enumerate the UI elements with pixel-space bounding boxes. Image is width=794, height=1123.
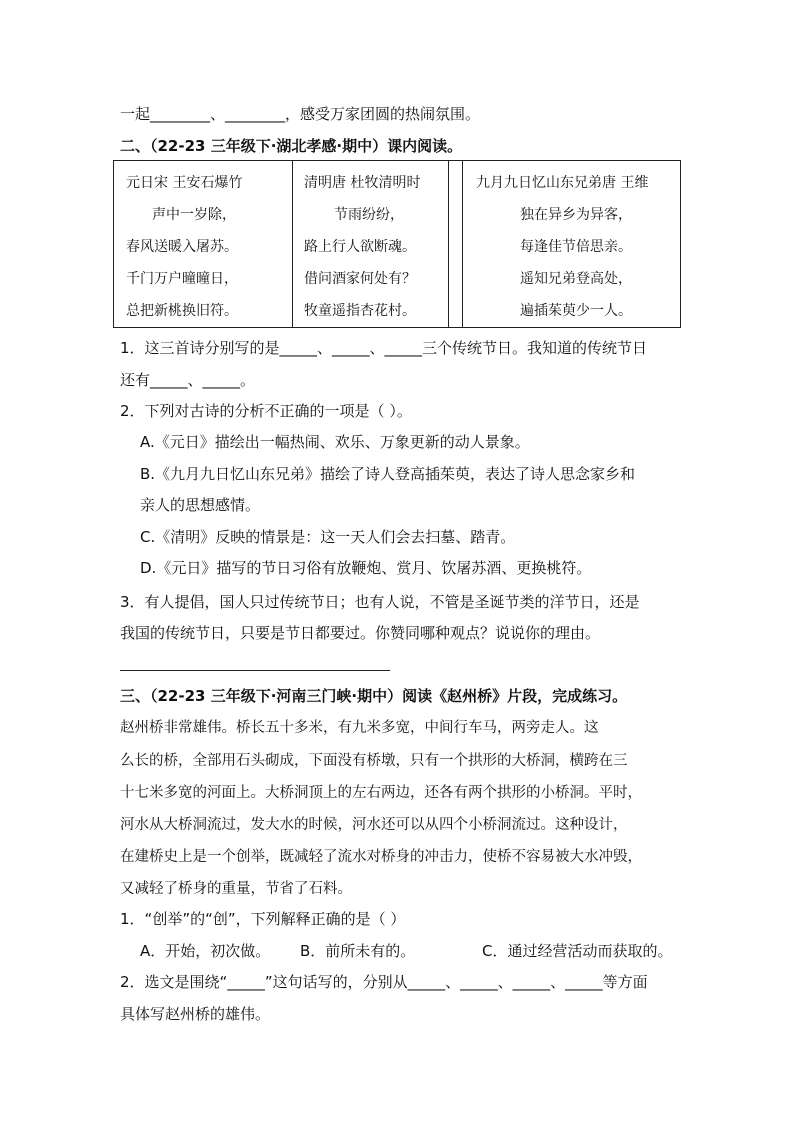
poem-yuanri [126, 173, 282, 333]
poem-line: 遥知兄弟登高处， [520, 271, 632, 287]
column-divider [448, 161, 449, 327]
question-1-line2: 还有_____、_____。 [120, 371, 256, 389]
option-c: C.《清明》反映的情景是：这一天人们会去扫墓、踏青。 [140, 528, 516, 546]
s3-option-b: B．前所未有的。 [300, 942, 416, 960]
column-divider [292, 161, 293, 327]
poem-title: 九月九日忆山东兄弟唐 王维 [476, 175, 649, 191]
question-2: 2．下列对古诗的分析不正确的一项是（ ）。 [120, 402, 412, 420]
answer-line [120, 670, 390, 671]
option-b-continued: 亲人的思想感情。 [140, 496, 261, 514]
poem-title: 清明唐 杜牧清明时 [304, 175, 421, 191]
option-b: B.《九月九日忆山东兄弟》描绘了诗人登高插茱萸，表达了诗人思念家乡和 [140, 465, 636, 483]
s3-option-c: C．通过经营活动而获取的。 [482, 942, 673, 960]
poem-line: 牧童遥指杏花村。 [304, 303, 416, 319]
passage-line: 河水从大桥洞流过，发大水的时候，河水还可以从四个小桥洞流过。这种设计， [120, 817, 628, 833]
section3-heading: 三、（22-23 三年级下·河南三门峡·期中）阅读《赵州桥》片段，完成练习。 [120, 687, 628, 705]
question-1-line1: 1．这三首诗分别写的是_____、_____、_____三个传统节日。我知道的传统节日 [120, 339, 648, 357]
option-d: D.《元日》描写的节日习俗有放鞭炮、赏月、饮屠苏酒、更换桃符。 [140, 559, 592, 577]
passage-line: 十七米多宽的河面上。大桥洞顶上的左右两边，还各有两个拱形的小桥洞。平时， [120, 785, 642, 801]
poem-qingming [304, 173, 444, 333]
poem-line: 春风送暖入屠苏。 [126, 239, 238, 255]
s3-question-2-line2: 具体写赵州桥的雄伟。 [120, 1005, 271, 1023]
poem-jiuyue [476, 173, 676, 333]
passage-line: 赵州桥非常雄伟。桥长五十多米，有九米多宽，中间行车马，两旁走人。这 [120, 720, 599, 736]
poem-line: 节雨纷纷， [334, 207, 404, 223]
passage-line: 又减轻了桥身的重量，节省了石料。 [120, 881, 352, 897]
poem-line: 千门万户曈曈日， [126, 271, 238, 287]
question-3-line2: 我国的传统节日，只要是节日都要过。你赞同哪种观点？说说你的理由。 [120, 624, 601, 642]
passage-line: 在建桥史上是一个创举，既减轻了流水对桥身的冲击力，使桥不容易被大水冲毁， [120, 849, 642, 865]
s3-question-1: 1．“创举”的“创”，下列解释正确的是（ ） [120, 910, 406, 928]
poem-line: 路上行人欲断魂。 [304, 239, 416, 255]
poem-line: 独在异乡为异客， [520, 207, 632, 223]
s3-option-a: A．开始，初次做。 [140, 942, 271, 960]
poem-line: 遍插茱萸少一人。 [520, 303, 632, 319]
poem-line: 每逢佳节倍思亲。 [520, 239, 632, 255]
poem-line: 声中一岁除， [152, 207, 236, 223]
poem-title: 元日宋 王安石爆竹 [126, 175, 243, 191]
s3-question-2-line1: 2．选文是围绕“_____”这句话写的，分别从_____、_____、_____、_____等方面 [120, 973, 648, 991]
poem-line: 借问酒家何处有？ [304, 271, 416, 287]
question-3-line1: 3．有人提倡，国人只过传统节日；也有人说，不管是圣诞节类的洋节日，还是 [120, 593, 640, 611]
column-divider [462, 161, 463, 327]
poem-table [113, 160, 681, 328]
section2-heading: 二、（22-23 三年级下·湖北孝感·期中）课内阅读。 [120, 137, 463, 155]
poem-line: 总把新桃换旧符。 [126, 303, 238, 319]
option-a: A.《元日》描绘出一幅热闹、欢乐、万象更新的动人景象。 [140, 433, 530, 451]
passage-line: 么长的桥，全部用石头砌成，下面没有桥墩，只有一个拱形的大桥洞，横跨在三 [120, 753, 628, 769]
top-line: 一起________、________，感受万家团圆的热闹氛围。 [120, 105, 481, 123]
